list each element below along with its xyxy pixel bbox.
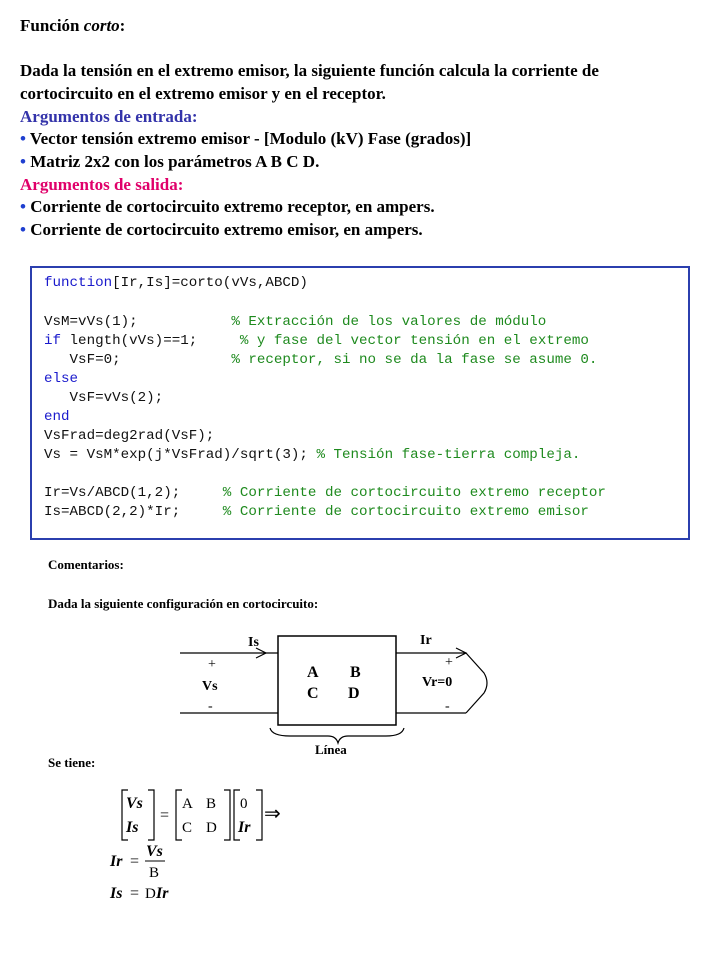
eq3-is: Is (110, 885, 123, 902)
bullet-icon: • (20, 197, 26, 216)
param-b: B (350, 664, 361, 681)
description-line-2: cortocircuito en el extremo emisor y en el receptor. (20, 84, 386, 103)
input-item-1: • Vector tensión extremo emisor - [Modulo (kV) Fase (grados)] (20, 129, 472, 148)
param-c: C (307, 685, 319, 702)
bullet-icon: • (20, 152, 26, 171)
implies-icon: ⇒ (264, 803, 281, 825)
eq-vs: Vs (126, 795, 143, 812)
code-line-7: end (44, 409, 70, 425)
vr-label: Vr=0 (422, 675, 453, 690)
function-title: Función corto: (20, 16, 126, 35)
eq2-num-vs: Vs (146, 843, 163, 860)
vs-label: Vs (202, 679, 218, 694)
plus-right: + (445, 655, 453, 670)
ir-label: Ir (420, 633, 432, 648)
eq-is: Is (126, 819, 139, 836)
eq3-d: D (145, 886, 156, 902)
matrix-d: D (206, 820, 217, 836)
eq3-ir: Ir (156, 885, 169, 902)
input-item-2: • Matriz 2x2 con los parámetros A B C D. (20, 152, 320, 171)
code-line-11: Is=ABCD(2,2)*Ir; % Corriente de cortocircuito extremo emisor (44, 504, 589, 520)
output-item-2: • Corriente de cortocircuito extremo emisor, en ampers. (20, 220, 423, 239)
param-a: A (307, 664, 319, 681)
eq3-equals: = (130, 885, 140, 902)
line-brace (270, 728, 404, 743)
matrix-a: A (182, 796, 193, 812)
output-item-1: • Corriente de cortocircuito extremo receptor, en ampers. (20, 197, 435, 216)
code-line-4: VsF=0; % receptor, si no se da la fase se asume 0. (44, 352, 598, 368)
eq2-equals: = (130, 853, 140, 870)
code-listing (30, 266, 690, 540)
param-d: D (348, 685, 360, 702)
bracket-right-2 (224, 790, 230, 840)
minus-left: - (208, 699, 213, 714)
equations (108, 786, 328, 906)
line-label: Línea (315, 742, 347, 757)
code-line-6: VsF=vVs(2); (44, 390, 164, 406)
abcd-box (278, 636, 396, 725)
matrix-b: B (206, 796, 217, 812)
eq-equals-1: = (160, 807, 170, 824)
code-line-5: else (44, 371, 79, 387)
eq2-den-b: B (149, 865, 160, 881)
bracket-right-3 (256, 790, 262, 840)
is-label: Is (248, 635, 259, 650)
circuit-diagram (180, 628, 500, 758)
eq2-ir: Ir (110, 853, 123, 870)
code-line-2: VsM=vVs(1); % Extracción de los valores de módulo (44, 314, 547, 330)
inputs-heading: Argumentos de entrada: (20, 107, 198, 126)
code-line-9: Vs = VsM*exp(j*VsFrad)/sqrt(3); % Tensión fase-tierra compleja. (44, 447, 581, 463)
config-text: Dada la siguiente configuración en cortocircuito: (48, 596, 319, 611)
bullet-icon: • (20, 220, 26, 239)
description-line-1: Dada la tensión en el extremo emisor, la siguiente función calcula la corriente de (20, 61, 599, 80)
bullet-icon: • (20, 129, 26, 148)
se-tiene-text: Se tiene: (48, 755, 96, 770)
comments-heading: Comentarios: (48, 557, 124, 572)
code-line-8: VsFrad=deg2rad(VsF); (44, 428, 215, 444)
vector-ir: Ir (238, 819, 251, 836)
code-line-1: function[Ir,Is]=corto(vVs,ABCD) (44, 275, 308, 291)
vector-zero: 0 (240, 796, 248, 812)
plus-left: + (208, 657, 216, 672)
bracket-right-1 (148, 790, 154, 840)
short-circuit-path (466, 653, 487, 713)
minus-right: - (445, 699, 450, 714)
outputs-heading: Argumentos de salida: (20, 175, 184, 194)
code-line-10: Ir=Vs/ABCD(1,2); % Corriente de cortocircuito extremo receptor (44, 485, 606, 501)
matrix-c: C (182, 820, 193, 836)
code-line-3: if length(vVs)==1; % y fase del vector tensión en el extremo (44, 333, 589, 349)
